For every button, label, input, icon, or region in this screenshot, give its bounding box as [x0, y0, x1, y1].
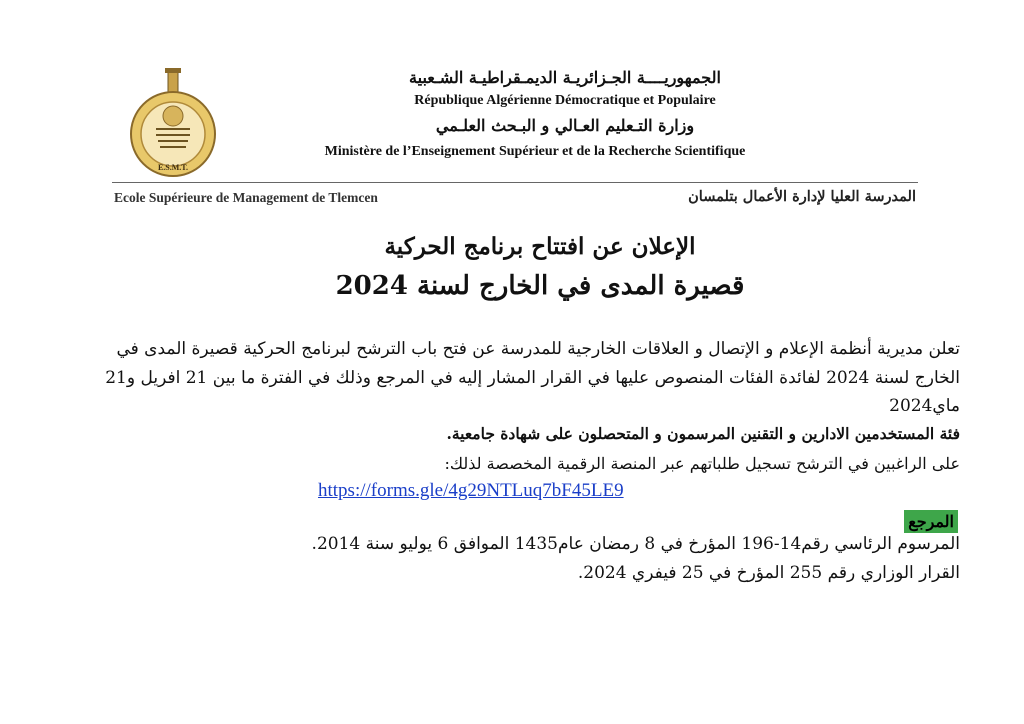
ministry-arabic: وزارة التـعليم العـالي و البـحث العلـمي	[435, 116, 695, 135]
registration-instructions: على الراغبين في الترشح تسجيل طلباتهم عبر المنصة الرقمية المخصصة لذلك:	[444, 454, 960, 473]
ministry-french: Ministère de l’Enseignement Supérieur et de la Recherche Scientifique	[324, 144, 746, 159]
announcement-title-line1: الإعلان عن افتتاح برنامج الحركية	[384, 233, 696, 260]
reference-decree: المرسوم الرئاسي رقم14-196 المؤرخ في 8 رمضان عام1435 الموافق 6 يوليو سنة 2014.	[311, 534, 960, 554]
school-name-french: Ecole Supérieure de Management de Tlemcen	[114, 190, 378, 205]
announcement-title-line2: قصيرة المدى في الخارج لسنة 2024	[335, 271, 745, 301]
republic-arabic: الجمهوريــــة الجـزائريـة الديمـقراطيـة الشـعبية	[409, 68, 721, 87]
paragraph-line-2: الخارج لسنة 2024 لفائدة الفئات المنصوص عليها في القرار المشار إليه في المرجع وذلك في الفترة ما بين 21 افريل و21	[105, 368, 960, 388]
eligible-category: فئة المستخدمين الادارين و التقنين المرسمون و المتحصلون على شهادة جامعية.	[446, 424, 960, 443]
logo-text: E.S.M.T.	[157, 163, 189, 172]
republic-french: République Algérienne Démocratique et Populaire	[414, 93, 716, 108]
school-logo	[128, 68, 218, 180]
reference-order: القرار الوزاري رقم 255 المؤرخ في 25 فيفري 2024.	[577, 563, 960, 583]
paragraph-line-1: تعلن مديرية أنظمة الإعلام و الإتصال و العلاقات الخارجية للمدرسة عن فتح باب الترشح لبرنامج الحركية قصيرة المدى في	[116, 339, 960, 359]
school-name-arabic: المدرسة العليا لإدارة الأعمال بتلمسان	[688, 188, 916, 205]
reference-label: المرجع	[904, 510, 958, 533]
paragraph-line-3: ماي2024	[889, 396, 960, 416]
registration-form-link[interactable]: https://forms.gle/4g29NTLuq7bF45LE9	[318, 480, 624, 501]
header-divider	[112, 182, 918, 183]
